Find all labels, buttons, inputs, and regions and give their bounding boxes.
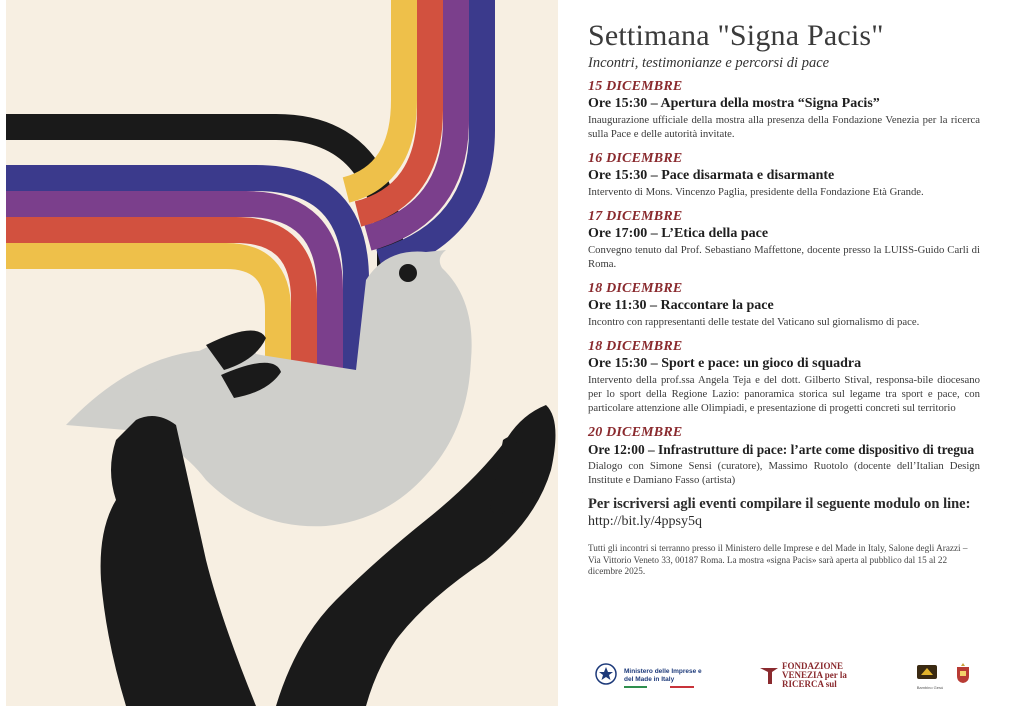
page-subtitle: Incontri, testimonianze e percorsi di pace <box>588 55 830 71</box>
event-description: Incontro con rappresentanti delle testate del Vaticano sul giornalismo di pace. <box>588 316 920 328</box>
illustration <box>6 0 558 706</box>
hospital-logo-text: Bambino Gesù <box>916 685 944 690</box>
foundation-logo <box>782 662 872 689</box>
event-description: Convegno tenuto dal Prof. Sebastiano Maffettone, docente presso la LUISS-Guido Carli di Roma. <box>588 244 980 270</box>
hospital-logo-icon <box>916 664 938 684</box>
venue-footnote: Tutti gli incontri si terranno presso il Ministero delle Imprese e del Made in Italy, Salone degli Arazzi – Via Vittorio Veneto 33, 00187 Roma. La mostra «signa Pacis» sarà aperta al pubblico dal 15 al 22 dicembre 2025. <box>588 543 968 576</box>
event-item <box>588 280 980 329</box>
event-item <box>588 78 980 141</box>
sponsor-logos <box>588 658 980 698</box>
foundation-line: VENEZIA per la <box>782 670 847 680</box>
event-program <box>588 18 980 578</box>
italian-emblem-icon <box>594 662 618 686</box>
foundation-line: RICERCA sul <box>782 679 837 689</box>
event-heading: Ore 15:30 – Apertura della mostra “Signa Pacis” <box>588 96 880 111</box>
event-heading: Ore 15:30 – Pace disarmata e disarmante <box>588 168 835 183</box>
event-date: 20 DICEMBRE <box>588 425 683 440</box>
event-item <box>588 208 980 271</box>
dove-eye <box>399 264 417 282</box>
poster <box>6 0 1016 706</box>
event-description: Intervento della prof.ssa Angela Teja e del dott. Gilberto Stival, responsa-bile diocesano per lo sport della Regione Lazio: panoramica storica sul legame tra sport e pace, con particolare attenzione alle Olimpiadi, e presentazione di progetti concreti sul territorio <box>588 374 980 414</box>
foundation-line: FONDAZIONE <box>782 661 844 671</box>
event-item <box>588 150 980 199</box>
event-description: Inaugurazione ufficiale della mostra alla presenza della Fondazione Venezia per la ricerca sulla Pace e delle autorità invitate. <box>588 114 980 140</box>
ministry-logo-text: Ministero delle Imprese e del Made in Italy <box>624 668 702 683</box>
dove-hands-illustration <box>6 0 558 706</box>
event-heading: Ore 12:00 – Infrastrutture di pace: l’arte come dispositivo di tregua <box>588 442 975 457</box>
event-description: Dialogo con Simone Sensi (curatore), Massimo Ruotolo (docente dell’Italian Design Institute e Damiano Fasso (artista) <box>588 460 980 486</box>
event-date: 17 DICEMBRE <box>588 209 683 224</box>
registration-link[interactable]: http://bit.ly/4ppsy5q <box>588 514 702 529</box>
event-heading: Ore 15:30 – Sport e pace: un gioco di squadra <box>588 356 862 371</box>
page-title: Settimana "Signa Pacis" <box>588 19 884 52</box>
foundation-icon <box>758 664 780 686</box>
page-edge <box>1008 0 1016 706</box>
flag-stripe <box>624 686 694 688</box>
event-description: Intervento di Mons. Vincenzo Paglia, presidente della Fondazione Età Grande. <box>588 186 924 198</box>
event-date: 18 DICEMBRE <box>588 339 683 354</box>
registration-text: Per iscriversi agli eventi compilare il seguente modulo on line: <box>588 496 971 512</box>
event-date: 16 DICEMBRE <box>588 151 683 166</box>
event-date: 15 DICEMBRE <box>588 79 683 94</box>
event-item <box>588 424 980 487</box>
crest-icon <box>956 662 970 684</box>
event-date: 18 DICEMBRE <box>588 281 683 296</box>
event-heading: Ore 11:30 – Raccontare la pace <box>588 298 774 313</box>
event-heading: Ore 17:00 – L’Etica della pace <box>588 226 769 241</box>
event-item <box>588 338 980 415</box>
